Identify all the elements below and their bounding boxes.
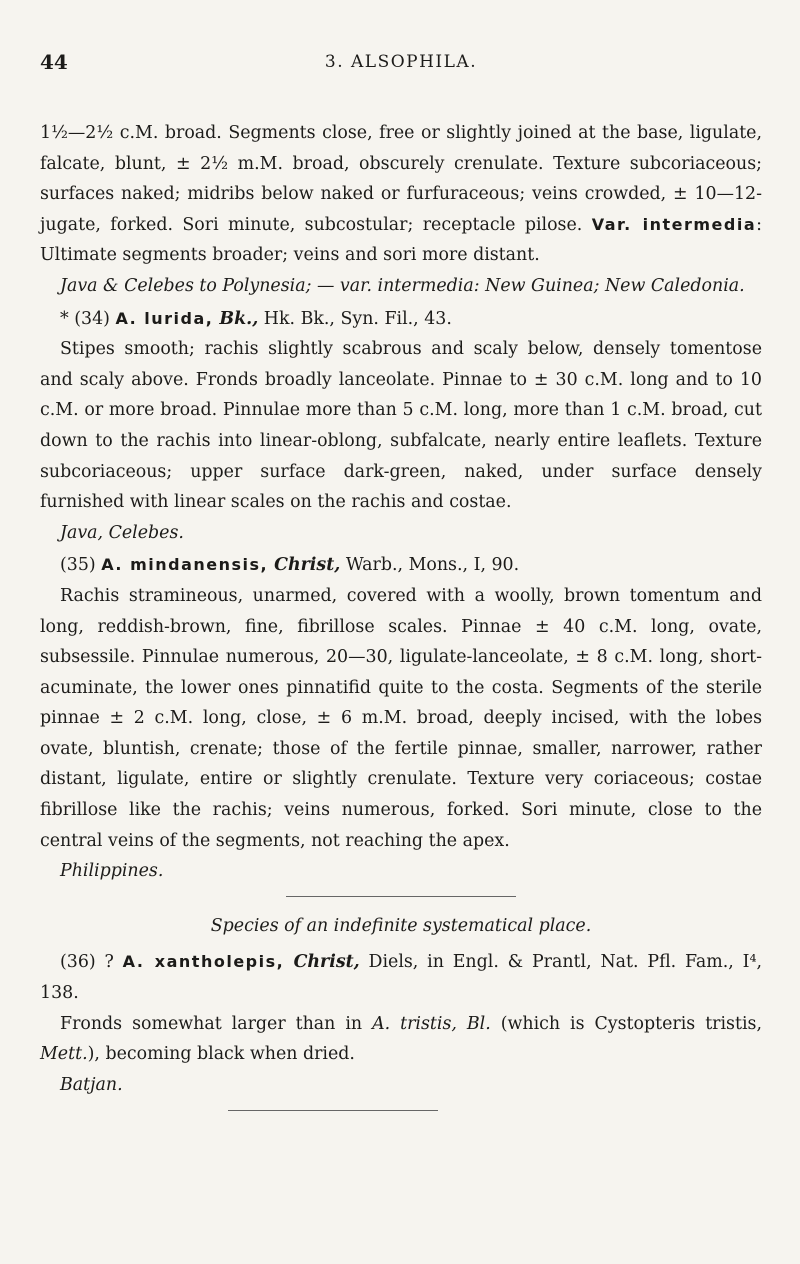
species-36-number: (36) ?	[60, 952, 123, 973]
species-34-name: A. lurida,	[115, 308, 214, 328]
species-34-author: Bk.,	[213, 308, 259, 329]
species-35-number: (35)	[60, 555, 102, 576]
continuation-text: 1½—2½ c.M. broad. Segments close, free or slightly joined at the base, ligulate, falcate, blunt, ± 2½ m.M. broad, obscurely crenulate. Texture subcoriaceous; surfaces naked; midribs below naked or furfuraceous; veins crowded, ± 10—12-jugate, forked. Sori minute, subcostular; receptacle pilose.	[40, 123, 762, 235]
species-36-description	[40, 1009, 762, 1070]
species-36-desc-a: Fronds somewhat larger than in	[60, 1013, 373, 1034]
species-36-desc-species: A. tristis, Bl.	[372, 1013, 491, 1034]
species-35-description: Rachis stramineous, unarmed, covered with a woolly, brown tomentum and long, reddish-brown, fine, fibrillose scales. Pinnae ± 40 c.M. long, ovate, subsessile. Pinnulae numerous, 20—30, ligulate-lanceolate, ± 8 c.M. long, short-acuminate, the lower ones pinnatifid quite to the costa. Segments of the sterile pinnae ± 2 c.M. long, close, ± 6 m.M. broad, deeply incised, with the lobes ovate, bluntish, crenate; those of the fertile pinnae, smaller, narrower, rather distant, ligulate, entire or slightly crenulate. Texture very coriaceous; costae fibrillose like the rachis; veins numerous, forked. Sori minute, close to the central veins of the segments, not reaching the apex.	[40, 585, 762, 851]
species-34-reference: Hk. Bk., Syn. Fil., 43.	[258, 308, 452, 329]
page	[40, 50, 762, 1125]
species-35-heading	[40, 550, 762, 581]
species-35-reference: Warb., Mons., I, 90.	[340, 555, 520, 576]
species-34-number: * (34)	[60, 308, 116, 329]
body-text	[40, 118, 762, 1111]
species-36-distribution: Batjan.	[60, 1074, 123, 1095]
variety-text: : Ultimate segments broader; veins and sori more distant.	[40, 214, 763, 266]
paragraph-continuation	[40, 118, 762, 271]
species-35-name: A. mindanensis,	[101, 555, 269, 575]
species-35-author: Christ,	[268, 555, 341, 576]
species-34-distribution: Java, Celebes.	[60, 522, 184, 543]
species-34-heading	[40, 304, 762, 335]
page-header	[40, 50, 762, 86]
distribution-1: Java & Celebes to Polynesia; — var. intermedia: New Guinea; New Caledonia.	[60, 275, 745, 296]
species-36-heading	[40, 947, 762, 1008]
species-34-description: Stipes smooth; rachis slightly scabrous and scaly below, densely tomentose and scaly above. Fronds broadly lanceolate. Pinnae to ± 30 c.M. long and to 10 c.M. or more broad. Pinnulae more than 5 c.M. long, more than 1 c.M. broad, cut down to the rachis into linear-oblong, subfalcate, nearly entire leaflets. Texture subcoriaceous; upper surface dark-green, naked, under surface densely furnished with linear scales on the rachis and costae.	[40, 339, 762, 513]
species-36-reference: Diels, in Engl. & Prantl, Nat. Pfl. Fam., I⁴, 138.	[40, 952, 763, 1004]
variety-label: Var. intermedia	[591, 214, 757, 234]
running-head: 3. ALSOPHILA.	[324, 52, 478, 72]
species-36-desc-c: ), becoming black when dried.	[87, 1044, 355, 1065]
species-36-author: Christ,	[284, 952, 360, 973]
divider-top	[286, 896, 516, 897]
divider-bottom	[228, 1110, 438, 1111]
section-heading: Species of an indefinite systematical place.	[210, 915, 592, 936]
species-36-desc-b: (which is Cystopteris tristis,	[490, 1013, 762, 1034]
species-36-desc-author: Mett.	[40, 1044, 88, 1065]
species-36-name: A. xantholepis,	[122, 952, 285, 972]
page-number: 44	[40, 50, 68, 74]
species-35-distribution: Philippines.	[60, 861, 164, 882]
